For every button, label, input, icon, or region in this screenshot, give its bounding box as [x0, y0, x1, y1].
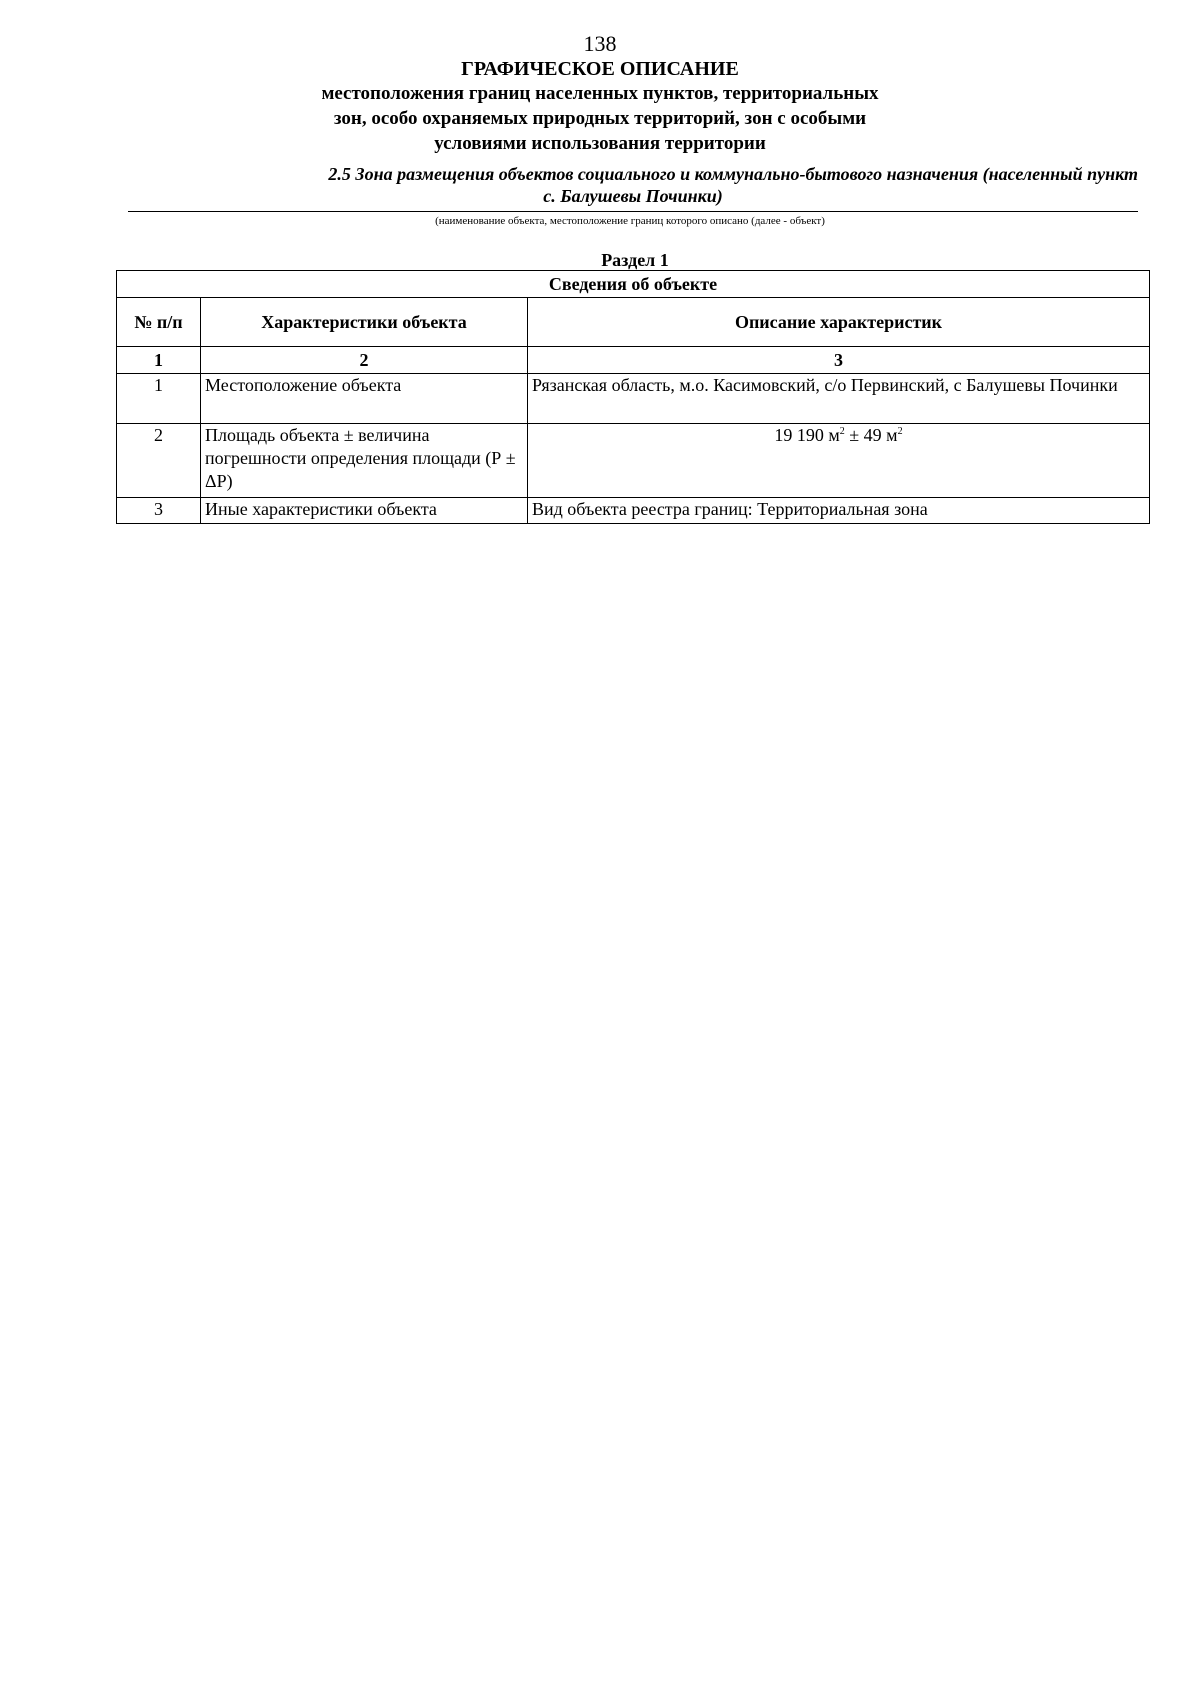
- table-row: [117, 424, 1150, 498]
- area-unit-exponent: 2: [839, 426, 845, 437]
- row-characteristic: Местоположение объекта: [201, 374, 528, 424]
- area-error: ± 49 м: [844, 425, 898, 445]
- object-name-underline: [128, 211, 1138, 212]
- object-info-table: [116, 270, 1150, 524]
- document-header: [0, 57, 1200, 156]
- column-header-description: Описание характеристик: [528, 298, 1150, 347]
- row-characteristic: Иные характеристики объекта: [201, 498, 528, 524]
- section-title: Раздел 1: [601, 250, 669, 270]
- row-description: [528, 424, 1150, 498]
- row-number: 2: [117, 424, 201, 498]
- row-description: Вид объекта реестра границ: Территориальная зона: [528, 498, 1150, 524]
- document-subtitle-line-3: условиями использования территории: [434, 133, 766, 154]
- row-number: 1: [117, 374, 201, 424]
- column-header-characteristic: Характеристики объекта: [201, 298, 528, 347]
- area-error-unit-exponent: 2: [897, 426, 903, 437]
- object-name: [128, 163, 1138, 207]
- table-row: [117, 498, 1150, 524]
- document-title: ГРАФИЧЕСКОЕ ОПИСАНИЕ: [461, 58, 739, 80]
- column-header-number: № п/п: [117, 298, 201, 347]
- table-caption: Сведения об объекте: [117, 271, 1150, 298]
- object-name-line-2: с. Балушевы Починки): [543, 186, 723, 206]
- column-index-2: 2: [201, 347, 528, 374]
- row-description: Рязанская область, м.о. Касимовский, с/о Первинский, с Балушевы Починки: [528, 374, 1150, 424]
- row-characteristic: Площадь объекта ± величина погрешности определения площади (Р ± ΔР): [201, 424, 528, 498]
- page-number: 138: [583, 31, 617, 56]
- object-name-caption: (наименование объекта, местоположение границ которого описано (далее - объект): [435, 215, 825, 227]
- row-number: 3: [117, 498, 201, 524]
- object-name-line-1: 2.5 Зона размещения объектов социального и коммунально-бытового назначения (населенный пункт: [328, 164, 1138, 184]
- area-value: 19 190 м: [774, 425, 840, 445]
- document-subtitle-line-1: местоположения границ населенных пунктов, территориальных: [321, 83, 879, 104]
- document-subtitle-line-2: зон, особо охраняемых природных территорий, зон с особыми: [333, 108, 867, 129]
- table-row: [117, 374, 1150, 424]
- column-index-3: 3: [528, 347, 1150, 374]
- column-index-1: 1: [117, 347, 201, 374]
